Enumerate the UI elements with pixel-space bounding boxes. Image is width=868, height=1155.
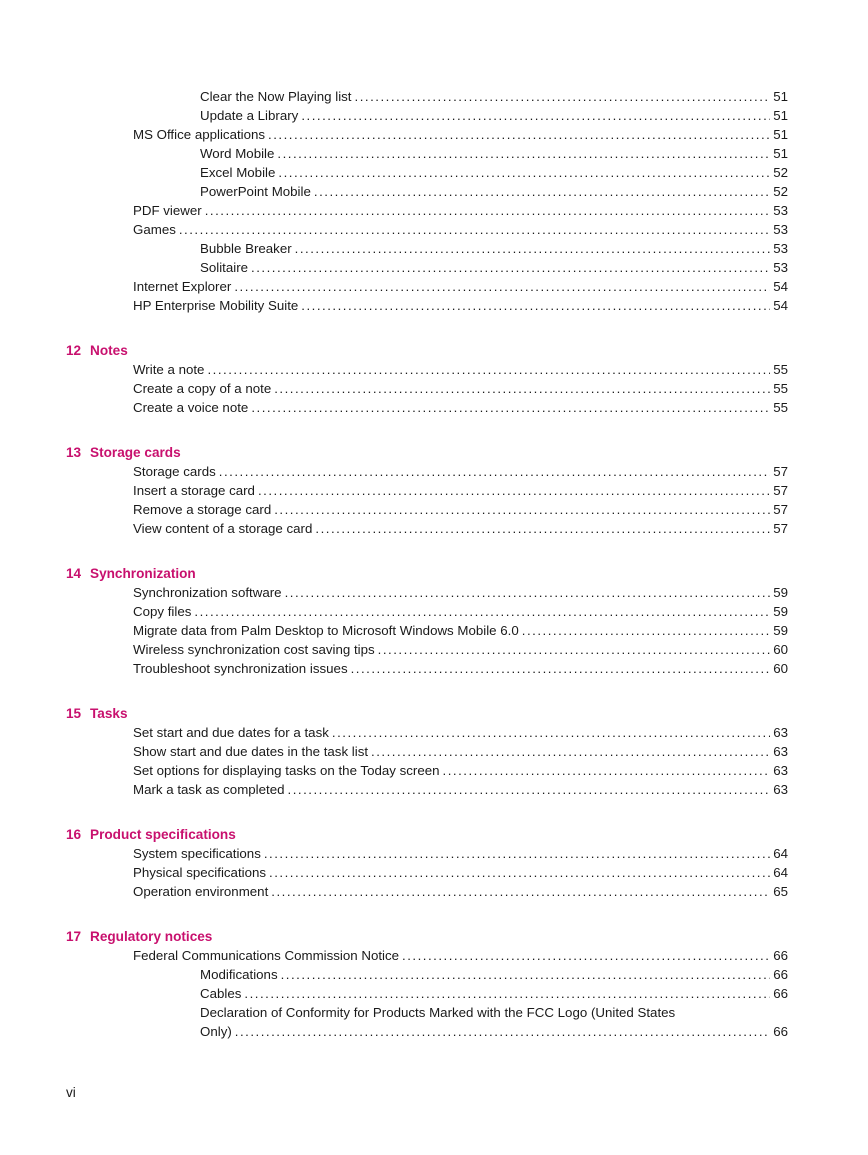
toc-entry-title: Copy files <box>133 604 192 619</box>
chapter-number: 16 <box>66 827 82 842</box>
toc-entry-title: PowerPoint Mobile <box>200 184 311 199</box>
toc-page-number: 59 <box>773 585 788 600</box>
toc-page-number: 60 <box>773 661 788 676</box>
toc-entry-title: HP Enterprise Mobility Suite <box>133 298 299 313</box>
toc-page-number: 64 <box>773 865 788 880</box>
toc-page-number: 53 <box>773 203 788 218</box>
toc-entry-title: Word Mobile <box>200 146 275 161</box>
toc-page-number: 59 <box>773 604 788 619</box>
toc-entry-line[interactable] <box>0 1003 868 1022</box>
dot-leader <box>301 296 770 315</box>
dot-leader <box>205 201 770 220</box>
toc-page-number: 51 <box>773 127 788 142</box>
dot-leader <box>281 965 771 984</box>
toc-page-number: 65 <box>773 884 788 899</box>
dot-leader <box>522 621 770 640</box>
toc-entry[interactable] <box>0 863 868 882</box>
toc-entry-title: Insert a storage card <box>133 483 255 498</box>
dot-leader <box>219 462 770 481</box>
toc-entry-title: Migrate data from Palm Desktop to Microsoft Windows Mobile 6.0 <box>133 623 519 638</box>
toc-entry[interactable] <box>0 379 868 398</box>
toc-page-number: 57 <box>773 521 788 536</box>
dot-leader <box>179 220 770 239</box>
toc-page-number: 59 <box>773 623 788 638</box>
toc-page-number: 53 <box>773 260 788 275</box>
chapter-title: Notes <box>90 343 128 358</box>
toc-entry[interactable] <box>0 761 868 780</box>
chapter-number: 14 <box>66 566 82 581</box>
dot-leader <box>258 481 770 500</box>
toc-page-number: 53 <box>773 241 788 256</box>
toc-entry[interactable] <box>0 602 868 621</box>
dot-leader <box>285 583 771 602</box>
toc-entry[interactable] <box>0 277 868 296</box>
toc-page-number: 55 <box>773 362 788 377</box>
toc-entry-title: Operation environment <box>133 884 269 899</box>
toc-entry[interactable] <box>0 258 868 277</box>
chapter-heading[interactable] <box>0 443 868 462</box>
dot-leader <box>351 659 771 678</box>
toc-page-number: 52 <box>773 165 788 180</box>
chapter-heading[interactable] <box>0 704 868 723</box>
toc-entry[interactable] <box>0 201 868 220</box>
dot-leader <box>301 106 770 125</box>
dot-leader <box>274 379 770 398</box>
chapter-title: Synchronization <box>90 566 196 581</box>
toc-entry[interactable] <box>0 144 868 163</box>
chapter-title: Product specifications <box>90 827 236 842</box>
toc-entry[interactable] <box>0 106 868 125</box>
dot-leader <box>288 780 771 799</box>
toc-page-number: 66 <box>773 967 788 982</box>
toc-entry[interactable] <box>0 481 868 500</box>
toc-entry-title: Mark a task as completed <box>133 782 285 797</box>
toc-page-number: 60 <box>773 642 788 657</box>
chapter-heading[interactable] <box>0 341 868 360</box>
chapter-heading[interactable] <box>0 825 868 844</box>
toc-entry-title: Declaration of Conformity for Products Marked with the FCC Logo (United States <box>200 1005 676 1020</box>
toc-entry[interactable] <box>0 844 868 863</box>
toc-entry[interactable] <box>0 296 868 315</box>
toc-entry-title: PDF viewer <box>133 203 202 218</box>
chapter-number: 17 <box>66 929 82 944</box>
toc-entry-title: Update a Library <box>200 108 299 123</box>
dot-leader <box>207 360 770 379</box>
toc-entry-title: Excel Mobile <box>200 165 276 180</box>
dot-leader <box>234 277 770 296</box>
toc-entry-title: Synchronization software <box>133 585 282 600</box>
chapter-heading[interactable] <box>0 927 868 946</box>
table-of-contents <box>0 87 868 1041</box>
toc-entry[interactable] <box>0 723 868 742</box>
toc-entry-title: Remove a storage card <box>133 502 272 517</box>
toc-page-number: 57 <box>773 464 788 479</box>
dot-leader <box>244 984 770 1003</box>
dot-leader <box>314 182 770 201</box>
toc-page-number: 52 <box>773 184 788 199</box>
toc-entry[interactable] <box>0 239 868 258</box>
toc-entry-title: Create a voice note <box>133 400 249 415</box>
chapter-title: Storage cards <box>90 445 181 460</box>
dot-leader <box>268 125 770 144</box>
toc-entry-title: Solitaire <box>200 260 249 275</box>
dot-leader <box>269 863 770 882</box>
toc-entry-title: View content of a storage card <box>133 521 313 536</box>
toc-entry-title: System specifications <box>133 846 261 861</box>
toc-entry-title: Set options for displaying tasks on the Today screen <box>133 763 440 778</box>
toc-entry[interactable] <box>0 965 868 984</box>
toc-page-number: 55 <box>773 400 788 415</box>
toc-entry-title: Create a copy of a note <box>133 381 272 396</box>
chapter-number: 15 <box>66 706 82 721</box>
dot-leader <box>355 87 771 106</box>
toc-entry-title: Cables <box>200 986 242 1001</box>
toc-entry[interactable] <box>0 1022 868 1041</box>
chapter-heading[interactable] <box>0 564 868 583</box>
dot-leader <box>194 602 770 621</box>
toc-entry-title: MS Office applications <box>133 127 266 142</box>
dot-leader <box>332 723 770 742</box>
chapter-title: Regulatory notices <box>90 929 213 944</box>
dot-leader <box>378 640 771 659</box>
toc-entry[interactable] <box>0 360 868 379</box>
toc-page-number: 51 <box>773 146 788 161</box>
toc-page-number: 57 <box>773 483 788 498</box>
toc-page-number: 63 <box>773 725 788 740</box>
toc-entry[interactable] <box>0 500 868 519</box>
dot-leader <box>264 844 770 863</box>
toc-entry[interactable] <box>0 163 868 182</box>
dot-leader <box>251 258 770 277</box>
dot-leader <box>278 163 770 182</box>
toc-entry-title: Games <box>133 222 176 237</box>
toc-entry-title: Set start and due dates for a task <box>133 725 329 740</box>
dot-leader <box>251 398 770 417</box>
toc-page-number: 54 <box>773 298 788 313</box>
dot-leader <box>402 946 770 965</box>
toc-entry[interactable] <box>0 583 868 602</box>
chapter-number: 13 <box>66 445 82 460</box>
dot-leader <box>235 1022 770 1041</box>
toc-entry-title: Internet Explorer <box>133 279 232 294</box>
toc-page-number: 51 <box>773 108 788 123</box>
dot-leader <box>371 742 770 761</box>
toc-page-number: 66 <box>773 948 788 963</box>
toc-entry[interactable] <box>0 125 868 144</box>
toc-entry-title: Write a note <box>133 362 205 377</box>
toc-entry[interactable] <box>0 462 868 481</box>
dot-leader <box>295 239 771 258</box>
toc-entry[interactable] <box>0 182 868 201</box>
dot-leader <box>271 882 770 901</box>
toc-page-number: 66 <box>773 986 788 1001</box>
toc-page-number: 63 <box>773 782 788 797</box>
chapter-number: 12 <box>66 343 82 358</box>
dot-leader <box>443 761 771 780</box>
toc-entry[interactable] <box>0 659 868 678</box>
toc-entry-title: Bubble Breaker <box>200 241 292 256</box>
dot-leader <box>277 144 770 163</box>
toc-page-number: 53 <box>773 222 788 237</box>
toc-entry-title: Modifications <box>200 967 278 982</box>
toc-entry-title: Troubleshoot synchronization issues <box>133 661 348 676</box>
toc-page-number: 55 <box>773 381 788 396</box>
toc-entry-title: Wireless synchronization cost saving tips <box>133 642 375 657</box>
toc-entry[interactable] <box>0 742 868 761</box>
toc-entry[interactable] <box>0 87 868 106</box>
toc-entry[interactable] <box>0 946 868 965</box>
chapter-title: Tasks <box>90 706 128 721</box>
toc-page-number: 66 <box>773 1024 788 1039</box>
dot-leader <box>315 519 770 538</box>
toc-entry[interactable] <box>0 621 868 640</box>
toc-entry[interactable] <box>0 984 868 1003</box>
toc-entry[interactable] <box>0 640 868 659</box>
toc-entry-title: Clear the Now Playing list <box>200 89 352 104</box>
toc-entry[interactable] <box>0 220 868 239</box>
toc-page-number: 64 <box>773 846 788 861</box>
toc-entry[interactable] <box>0 882 868 901</box>
toc-entry[interactable] <box>0 398 868 417</box>
toc-entry-title: Show start and due dates in the task list <box>133 744 369 759</box>
toc-entry-title: Federal Communications Commission Notice <box>133 948 400 963</box>
toc-page-number: 51 <box>773 89 788 104</box>
toc-entry-title: Storage cards <box>133 464 216 479</box>
toc-page-number: 63 <box>773 744 788 759</box>
toc-entry[interactable] <box>0 519 868 538</box>
toc-entry-title: Physical specifications <box>133 865 267 880</box>
toc-page-number: 57 <box>773 502 788 517</box>
dot-leader <box>274 500 770 519</box>
toc-page-number: 63 <box>773 763 788 778</box>
toc-entry[interactable] <box>0 780 868 799</box>
toc-entry-title: Only) <box>200 1024 232 1039</box>
toc-page-number: 54 <box>773 279 788 294</box>
page-number: vi <box>66 1085 76 1100</box>
